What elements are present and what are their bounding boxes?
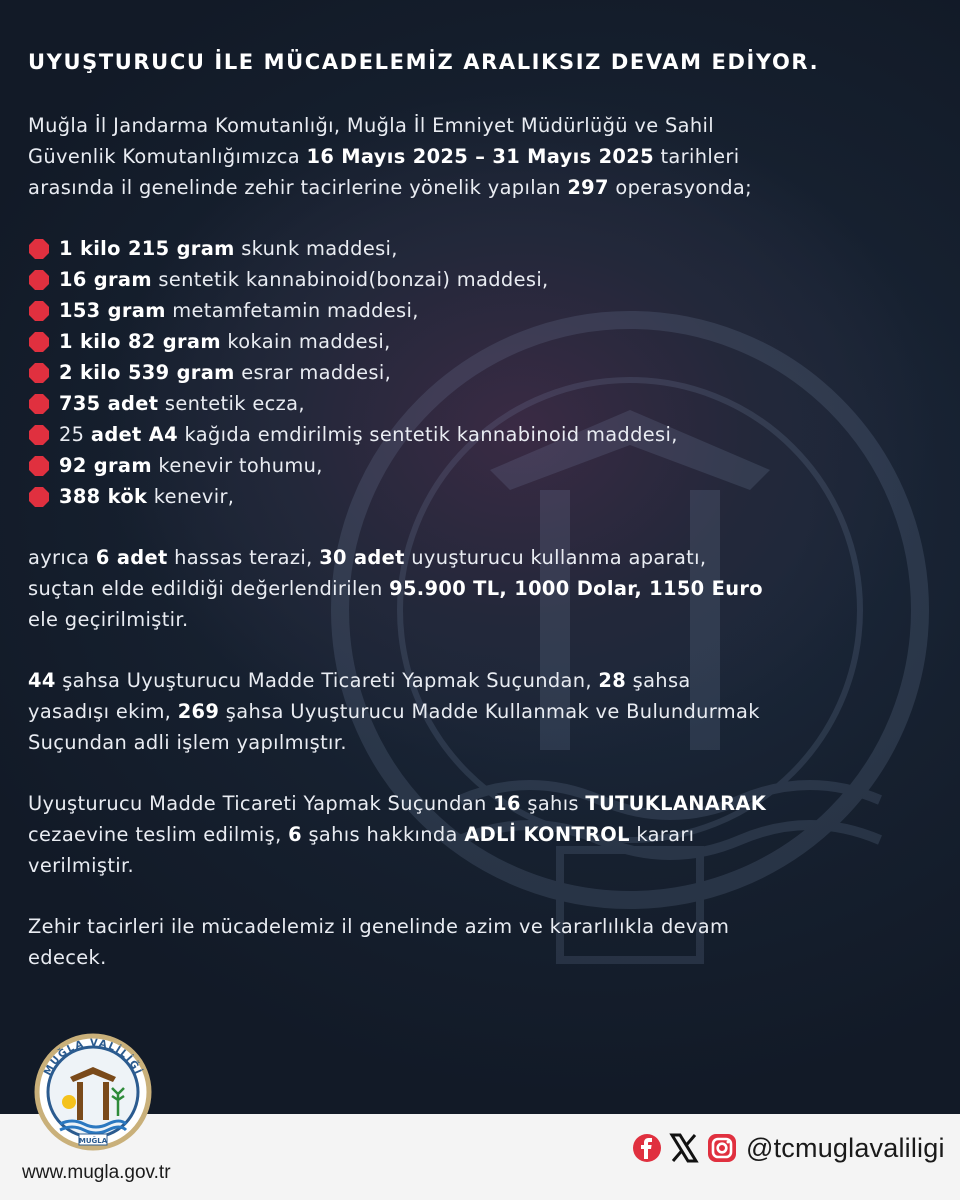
body-text: sentetik kannabinoid(bonzai) maddesi, <box>151 268 549 291</box>
list-item <box>28 357 938 388</box>
body-text: ayrıca <box>28 546 96 569</box>
additional-seizures-paragraph <box>28 542 938 635</box>
seizure-list <box>28 233 938 512</box>
highlighted-text: 30 adet <box>319 546 405 569</box>
octagon-bullet-icon <box>28 269 50 291</box>
body-text: arasında il genelinde zehir tacirlerine yönelik yapılan <box>28 176 568 199</box>
highlighted-text: 153 gram <box>59 299 166 322</box>
body-text: suçtan elde edildiği değerlendirilen <box>28 577 390 600</box>
body-text: Suçundan adli işlem yapılmıştır. <box>28 731 347 754</box>
list-item-text <box>59 326 391 357</box>
list-item <box>28 388 938 419</box>
body-text: verilmiştir. <box>28 854 135 877</box>
social-handle[interactable]: @tcmuglavaliligi <box>746 1132 945 1163</box>
octagon-bullet-icon <box>28 238 50 260</box>
body-text: şahsa <box>626 669 691 692</box>
list-item-text <box>59 233 398 264</box>
list-item <box>28 233 938 264</box>
body-text: şahsa Uyuşturucu Madde Kullanmak ve Bulundurmak <box>219 700 760 723</box>
list-item <box>28 326 938 357</box>
highlighted-text: 92 gram <box>59 454 152 477</box>
arrests-paragraph <box>28 788 938 881</box>
body-text: cezaevine teslim edilmiş, <box>28 823 289 846</box>
body-text: tarihleri <box>653 145 740 168</box>
highlighted-text: 16 gram <box>59 268 152 291</box>
body-text: kağıda emdirilmiş sentetik kannabinoid maddesi, <box>177 423 678 446</box>
body-text: esrar maddesi, <box>234 361 392 384</box>
octagon-bullet-icon <box>28 331 50 353</box>
logo-badge-text: MUĞLA <box>78 1137 108 1145</box>
body-text: edecek. <box>28 946 107 969</box>
highlighted-text: 95.900 TL, 1000 Dolar, 1150 Euro <box>389 577 763 600</box>
highlighted-text: 6 <box>288 823 302 846</box>
logo-arc-text: MUĞLA VALİLİĞİ <box>42 1037 144 1078</box>
highlighted-text: 28 <box>598 669 627 692</box>
body-text: Zehir tacirleri ile mücadelemiz il genelinde azim ve kararlılıkla devam <box>28 915 730 938</box>
body-text: kenevir, <box>147 485 235 508</box>
body-text: Uyuşturucu Madde Ticareti Yapmak Suçundan <box>28 792 494 815</box>
octagon-bullet-icon <box>28 486 50 508</box>
list-item <box>28 481 938 512</box>
octagon-bullet-icon <box>28 393 50 415</box>
body-text: şahsa Uyuşturucu Madde Ticareti Yapmak Suçundan, <box>55 669 599 692</box>
instagram-icon[interactable] <box>706 1132 738 1164</box>
octagon-bullet-icon <box>28 300 50 322</box>
body-text: 25 <box>59 423 91 446</box>
mugla-valiligi-logo <box>22 1032 164 1182</box>
body-text: yasadışı ekim, <box>28 700 178 723</box>
list-item-text <box>59 419 678 450</box>
highlighted-text: 297 <box>567 176 609 199</box>
highlighted-text: ADLİ KONTROL <box>464 823 630 846</box>
octagon-bullet-icon <box>28 424 50 446</box>
list-item <box>28 419 938 450</box>
highlighted-text: 735 adet <box>59 392 159 415</box>
body-text: kenevir tohumu, <box>151 454 323 477</box>
body-text: operasyonda; <box>608 176 752 199</box>
highlighted-text: 2 kilo 539 gram <box>59 361 235 384</box>
list-item-text <box>59 357 391 388</box>
list-item-text <box>59 264 549 295</box>
list-item-text <box>59 481 234 512</box>
body-text: uyuşturucu kullanma aparatı, <box>404 546 707 569</box>
intro-paragraph <box>28 110 938 203</box>
list-item-text <box>59 295 419 326</box>
list-item <box>28 450 938 481</box>
body-text: şahıs <box>520 792 586 815</box>
highlighted-text: 44 <box>28 669 56 692</box>
highlighted-text: adet A4 <box>90 423 178 446</box>
body-text: ele geçirilmiştir. <box>28 608 189 631</box>
highlighted-text: 6 adet <box>95 546 168 569</box>
body-text: metamfetamin maddesi, <box>165 299 419 322</box>
announcement-body <box>28 44 938 1003</box>
x-icon[interactable] <box>668 1132 700 1164</box>
body-text: Güvenlik Komutanlığımızca <box>28 145 307 168</box>
body-text: sentetik ecza, <box>158 392 305 415</box>
highlighted-text: 16 <box>493 792 521 815</box>
body-text: kararı <box>629 823 695 846</box>
highlighted-text: 388 kök <box>59 485 148 508</box>
octagon-bullet-icon <box>28 455 50 477</box>
legal-action-paragraph <box>28 665 938 758</box>
body-text: şahıs hakkında <box>301 823 465 846</box>
highlighted-text: 1 kilo 82 gram <box>59 330 221 353</box>
page-title: UYUŞTURUCU İLE MÜCADELEMİZ ARALIKSIZ DEVAM EDİYOR. <box>28 50 820 74</box>
list-item <box>28 295 938 326</box>
highlighted-text: 1 kilo 215 gram <box>59 237 235 260</box>
highlighted-text: 16 Mayıs 2025 – 31 Mayıs 2025 <box>306 145 654 168</box>
octagon-bullet-icon <box>28 362 50 384</box>
body-text: kokain maddesi, <box>220 330 391 353</box>
facebook-icon[interactable] <box>632 1133 662 1163</box>
list-item-text <box>59 450 323 481</box>
body-text: hassas terazi, <box>167 546 320 569</box>
body-text: skunk maddesi, <box>234 237 398 260</box>
highlighted-text: TUTUKLANARAK <box>585 792 767 815</box>
highlighted-text: 269 <box>177 700 220 723</box>
website-link[interactable]: www.mugla.gov.tr <box>22 1162 171 1183</box>
social-links <box>632 1128 945 1168</box>
closing-paragraph <box>28 911 938 973</box>
list-item <box>28 264 938 295</box>
list-item-text <box>59 388 305 419</box>
body-text: Muğla İl Jandarma Komutanlığı, Muğla İl Emniyet Müdürlüğü ve Sahil <box>28 114 715 137</box>
